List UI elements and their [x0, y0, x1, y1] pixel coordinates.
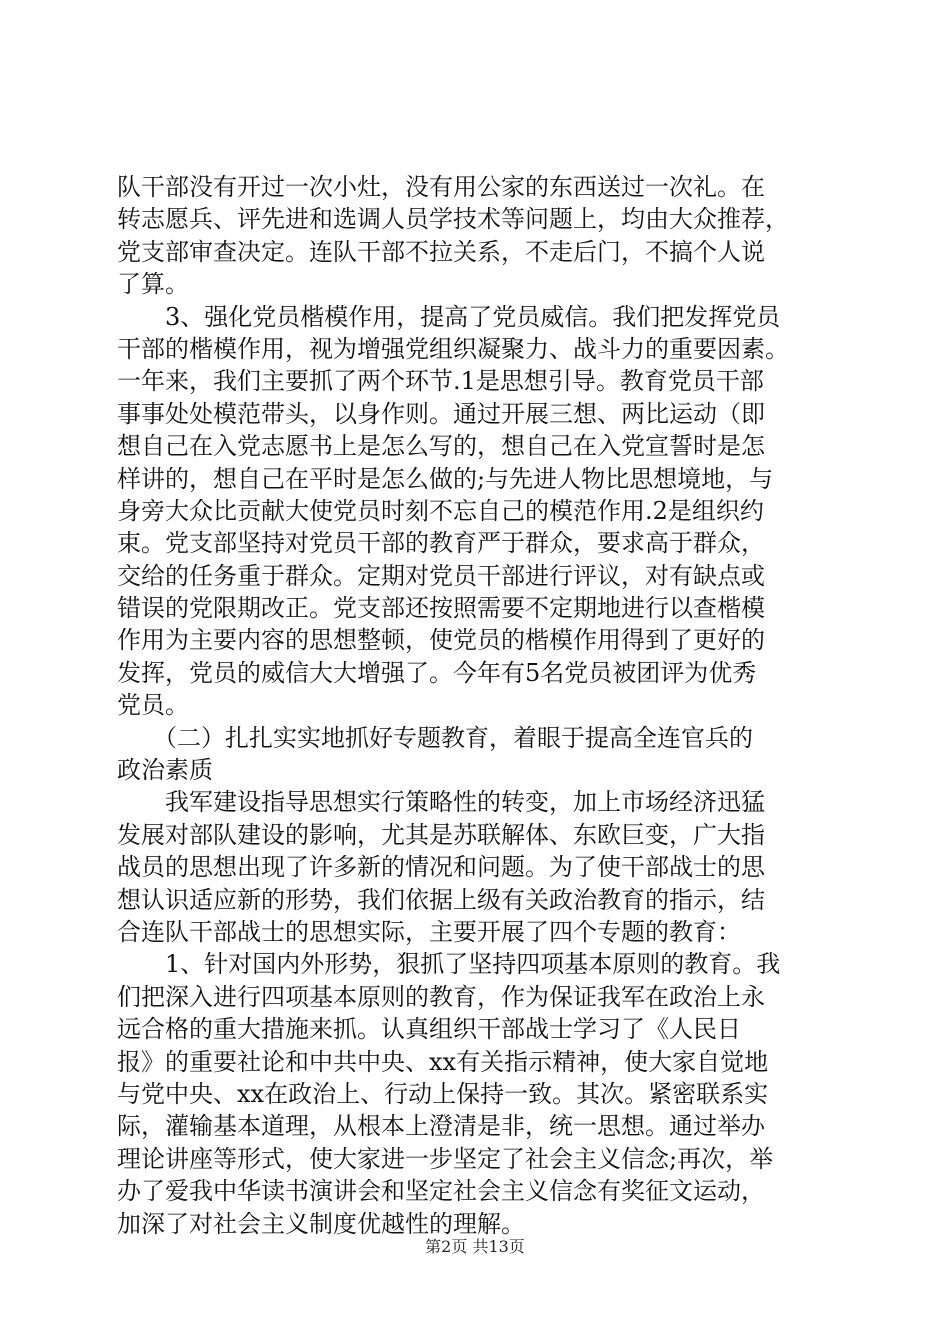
text-line: 办了爱我中华读书演讲会和坚定社会主义信念有奖征文运动，	[117, 1177, 765, 1206]
text-line: 我军建设指导思想实行策略性的转变，加上市场经济迅猛	[117, 788, 765, 817]
text-line: 交给的任务重于群众。定期对党员干部进行评议，对有缺点或	[117, 561, 765, 590]
text-line: 党员。	[117, 691, 189, 720]
page-footer: 第2页 共13页	[425, 1237, 525, 1256]
text-line: 一年来，我们主要抓了两个环节.1是思想引导。教育党员干部	[117, 367, 764, 396]
text-line: 远合格的重大措施来抓。认真组织干部战士学习了《人民日	[117, 1015, 741, 1044]
text-line: 错误的党限期改正。党支部还按照需要不定期地进行以查楷模	[117, 594, 765, 623]
text-line: 发挥，党员的威信大大增强了。今年有5名党员被团评为优秀	[117, 658, 757, 687]
text-line: 合连队干部战士的思想实际，主要开展了四个专题的教育：	[117, 917, 741, 946]
text-line: 与党中央、xx在政治上、行动上保持一致。其次。紧密联系实	[117, 1079, 769, 1108]
text-line: 样讲的，想自己在平时是怎么做的;与先进人物比思想境地，与	[117, 464, 774, 493]
text-line: 报》的重要社论和中共中央、xx有关指示精神，使大家自觉地	[117, 1047, 769, 1076]
text-line: 队干部没有开过一次小灶，没有用公家的东西送过一次礼。在	[117, 173, 765, 201]
text-line: 战员的思想出现了许多新的情况和问题。为了使干部战士的思	[117, 853, 765, 882]
text-line: 想认识适应新的形势，我们依据上级有关政治教育的指示，结	[117, 885, 765, 914]
text-line: 发展对部队建设的影响，尤其是苏联解体、东欧巨变，广大指	[117, 820, 765, 849]
text-line: 干部的楷模作用，视为增强党组织凝聚力、战斗力的重要因素。	[117, 334, 789, 363]
text-line: 理论讲座等形式，使大家进一步坚定了社会主义信念;再次，举	[117, 1144, 774, 1173]
text-line: 际，灌输基本道理，从根本上澄清是非，统一思想。通过举办	[117, 1112, 765, 1141]
text-line: 事事处处模范带头，以身作则。通过开展三想、两比运动（即	[117, 399, 765, 428]
text-line: 束。党支部坚持对党员干部的教育严于群众，要求高于群众，	[117, 529, 765, 558]
text-line: 作用为主要内容的思想整顿，使党员的楷模作用得到了更好的	[117, 626, 765, 655]
body-text	[117, 171, 837, 1240]
text-line: （二）扎扎实实地抓好专题教育，着眼于提高全连官兵的	[117, 723, 753, 752]
text-line: 们把深入进行四项基本原则的教育，作为保证我军在政治上永	[117, 982, 765, 1011]
text-line: 想自己在入党志愿书上是怎么写的，想自己在入党宣誓时是怎	[117, 432, 765, 461]
text-line: 加深了对社会主义制度优越性的理解。	[117, 1209, 525, 1238]
text-line: 政治素质	[117, 756, 213, 785]
text-line: 1、针对国内外形势，狠抓了坚持四项基本原则的教育。我	[117, 950, 781, 979]
text-line: 身旁大众比贡献大使党员时刻不忘自己的模范作用.2是组织约	[117, 496, 764, 525]
text-line: 转志愿兵、评先进和选调人员学技术等问题上，均由大众推荐，	[117, 205, 789, 234]
text-line: 3、强化党员楷模作用，提高了党员威信。我们把发挥党员	[117, 302, 781, 331]
text-line: 了算。	[117, 270, 189, 299]
text-line: 党支部审查决定。连队干部不拉关系，不走后门，不搞个人说	[117, 237, 765, 266]
